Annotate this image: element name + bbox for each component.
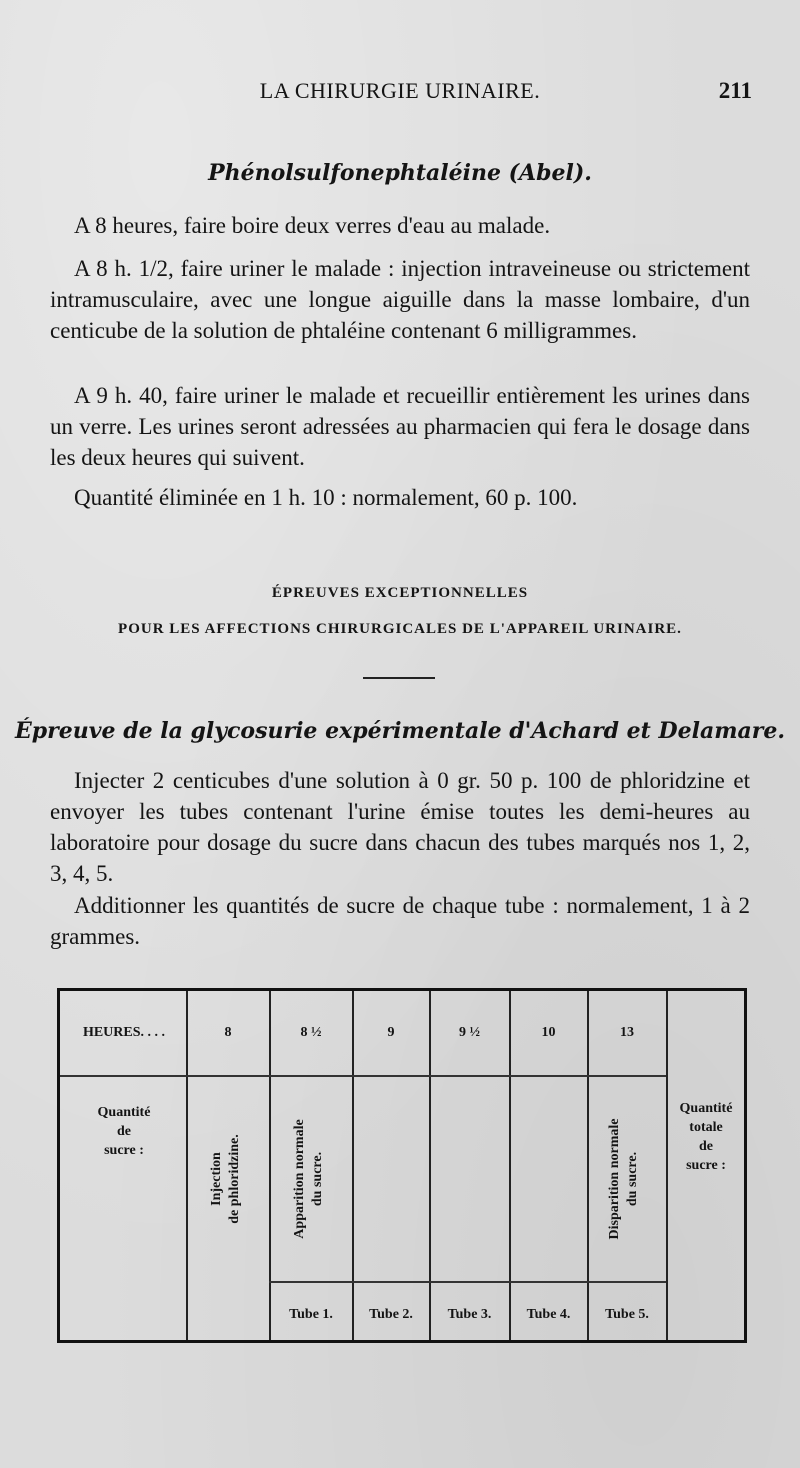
column-divider (352, 991, 354, 1340)
column-divider (587, 991, 589, 1340)
tube-cell: Tube 1. (289, 1307, 333, 1322)
running-header: LA CHIRURGIE URINAIRE. (259, 78, 541, 103)
divider (363, 677, 435, 679)
paragraph: A 8 heures, faire boire deux verres d'eau au malade. (74, 213, 551, 238)
heures-label: HEURES. . . . (82, 1025, 166, 1040)
section-title-phenolsulfonephtaleine: Phénolsulfonephtaléine (Abel). (208, 160, 592, 186)
hour-cell: 8 ½ (300, 1025, 322, 1040)
hour-cell: 9 (387, 1025, 395, 1040)
paragraph: A 9 h. 40, faire uriner le malade et recueillir entièrement les urines dans un verre. Les urines seront adressées au pharmacien qui fera le dosage dans les deux heures qui suivent. (50, 383, 750, 470)
row-divider (269, 1281, 666, 1283)
paragraph: Additionner les quantités de sucre de chaque tube : normalement, 1 à 2 grammes. (50, 893, 750, 949)
hour-cell: 9 ½ (459, 1025, 480, 1040)
column-divider (269, 991, 271, 1340)
tube-cell: Tube 5. (605, 1307, 649, 1322)
paragraph: Injecter 2 centicubes d'une solution à 0 gr. 50 p. 100 de phloridzine et envoyer les tubes contenant l'urine émise toutes les demi-heures au laboratoire pour dosage du sucre dans chacun des tubes marqués nos 1, 2, 3, 4, 5. (50, 768, 750, 886)
quantite-totale-label: Quantité totale de sucre : (679, 1101, 733, 1173)
hour-cell: 13 (620, 1025, 634, 1040)
column-divider (186, 991, 188, 1340)
row-divider (60, 1075, 666, 1077)
disparition-note: Disparition normale du sucre. (607, 1118, 640, 1240)
column-divider (429, 991, 431, 1340)
column-divider (509, 991, 511, 1340)
section-heading-line1: ÉPREUVES EXCEPTIONNELLES (271, 585, 529, 601)
glycosurie-table (57, 988, 747, 1343)
section-title-glycosurie: Épreuve de la glycosurie expérimentale d'Achard et Delamare. (15, 718, 785, 744)
paragraph: A 8 h. 1/2, faire uriner le malade : injection intraveineuse ou strictement intramusculaire, avec une longue aiguille dans la masse lombaire, d'un centicube de la solution de phtaléine contenant 6 milligrammes. (50, 256, 750, 343)
apparition-note: Apparition normale du sucre. (292, 1119, 325, 1239)
paragraph: Quantité éliminée en 1 h. 10 : normalement, 60 p. 100. (74, 485, 578, 510)
injection-note: Injection de phloridzine. (209, 1134, 242, 1224)
hour-cell: 8 (224, 1025, 232, 1040)
hour-cell: 10 (541, 1025, 556, 1040)
tube-cell: Tube 2. (369, 1307, 413, 1322)
section-heading-line2: POUR LES AFFECTIONS CHIRURGICALES DE L'APPAREIL URINAIRE. (118, 621, 682, 637)
quantite-sucre-label: Quantité de sucre : (97, 1105, 151, 1158)
page-number: 211 (718, 78, 752, 103)
tube-cell: Tube 3. (447, 1307, 492, 1322)
tube-cell: Tube 4. (526, 1307, 571, 1322)
